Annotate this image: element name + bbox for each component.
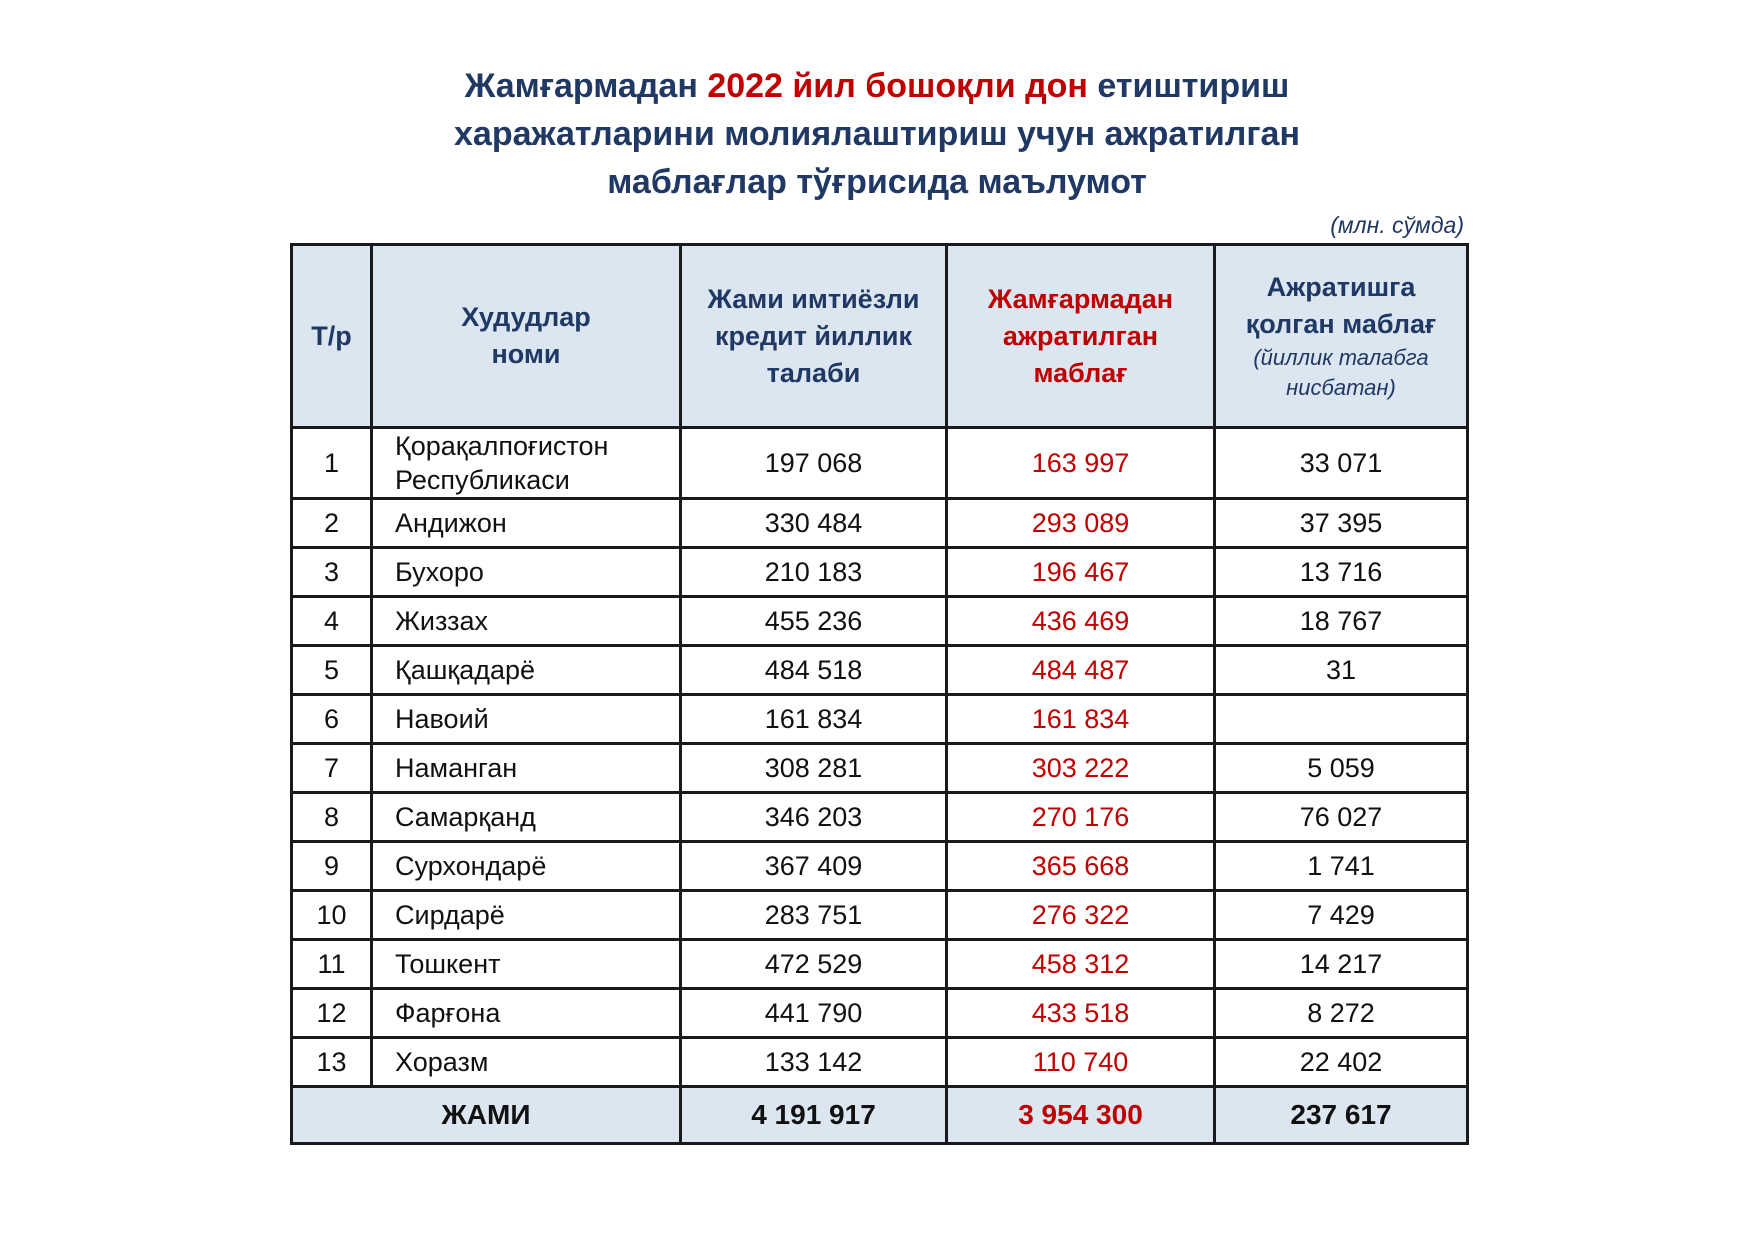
- table-row: [292, 597, 1468, 646]
- header-demand: [681, 245, 947, 428]
- header-region: [372, 245, 681, 428]
- row-demand: 161 834: [681, 695, 947, 744]
- row-region: Тошкент: [372, 940, 681, 989]
- header-allocated-label: Жамғармадан ажратилган маблағ: [987, 283, 1174, 388]
- row-allocated: 433 518: [947, 989, 1215, 1038]
- table-row: [292, 744, 1468, 793]
- header-allocated: [947, 245, 1215, 428]
- row-region: Сурхондарё: [372, 842, 681, 891]
- table-header-row: [292, 245, 1468, 428]
- header-region-label: Худудлар номи: [461, 302, 591, 369]
- row-number: 7: [292, 744, 372, 793]
- row-allocated: 276 322: [947, 891, 1215, 940]
- table-body: [292, 428, 1468, 1087]
- row-remaining: 22 402: [1215, 1038, 1468, 1087]
- row-remaining: 18 767: [1215, 597, 1468, 646]
- row-demand: 283 751: [681, 891, 947, 940]
- row-remaining: 5 059: [1215, 744, 1468, 793]
- row-demand: 346 203: [681, 793, 947, 842]
- total-label: ЖАМИ: [292, 1087, 681, 1144]
- row-remaining: 31: [1215, 646, 1468, 695]
- row-region: Навоий: [372, 695, 681, 744]
- unit-note: (млн. сўмда): [1330, 212, 1464, 238]
- row-region: Бухоро: [372, 548, 681, 597]
- row-remaining: 37 395: [1215, 499, 1468, 548]
- table-row: [292, 499, 1468, 548]
- row-demand: 441 790: [681, 989, 947, 1038]
- row-allocated: 436 469: [947, 597, 1215, 646]
- row-remaining: 14 217: [1215, 940, 1468, 989]
- row-remaining: 7 429: [1215, 891, 1468, 940]
- row-allocated: 196 467: [947, 548, 1215, 597]
- table-row: [292, 646, 1468, 695]
- row-region: Сирдарё: [372, 891, 681, 940]
- row-demand: 472 529: [681, 940, 947, 989]
- total-remaining: 237 617: [1215, 1087, 1468, 1144]
- total-row: [292, 1087, 1468, 1144]
- row-allocated: 163 997: [947, 428, 1215, 499]
- title-part-2: етиштириш: [1087, 67, 1290, 105]
- row-demand: 308 281: [681, 744, 947, 793]
- row-remaining: 1 741: [1215, 842, 1468, 891]
- header-remaining-note-text: (йиллик талабга нисбатан): [1253, 345, 1429, 400]
- row-region: Андижон: [372, 499, 681, 548]
- page-title: [0, 62, 1754, 206]
- title-accent: 2022 йил бошоқли дон: [707, 67, 1088, 105]
- row-allocated: 110 740: [947, 1038, 1215, 1087]
- row-remaining: 13 716: [1215, 548, 1468, 597]
- row-demand: 197 068: [681, 428, 947, 499]
- table-row: [292, 891, 1468, 940]
- header-remaining-label: Ажратишга қолган маблағ: [1245, 272, 1437, 339]
- row-number: 11: [292, 940, 372, 989]
- row-demand: 133 142: [681, 1038, 947, 1087]
- table-row: [292, 428, 1468, 499]
- row-remaining: 8 272: [1215, 989, 1468, 1038]
- row-region: Фарғона: [372, 989, 681, 1038]
- row-allocated: 458 312: [947, 940, 1215, 989]
- table-row: [292, 793, 1468, 842]
- row-allocated: 293 089: [947, 499, 1215, 548]
- total-demand: 4 191 917: [681, 1087, 947, 1144]
- title-line-1: [0, 62, 1754, 110]
- row-number: 8: [292, 793, 372, 842]
- row-region: Қорақалпоғистон Республикаси: [372, 428, 681, 499]
- row-remaining: [1215, 695, 1468, 744]
- row-demand: 484 518: [681, 646, 947, 695]
- row-allocated: 365 668: [947, 842, 1215, 891]
- table-row: [292, 989, 1468, 1038]
- row-demand: 455 236: [681, 597, 947, 646]
- row-number: 5: [292, 646, 372, 695]
- row-allocated: 161 834: [947, 695, 1215, 744]
- header-demand-label: Жами имтиёзли кредит йиллик талаби: [707, 283, 920, 388]
- row-region: Қашқадарё: [372, 646, 681, 695]
- table-row: [292, 940, 1468, 989]
- row-demand: 330 484: [681, 499, 947, 548]
- allocation-table: [290, 243, 1469, 1145]
- row-allocated: 484 487: [947, 646, 1215, 695]
- row-number: 1: [292, 428, 372, 499]
- row-number: 12: [292, 989, 372, 1038]
- header-number: Т/р: [292, 245, 372, 428]
- title-part-1: Жамғармадан: [464, 67, 708, 105]
- row-region: Самарқанд: [372, 793, 681, 842]
- title-line-2: харажатларини молиялаштириш учун ажратилган: [454, 115, 1300, 153]
- row-number: 4: [292, 597, 372, 646]
- row-number: 10: [292, 891, 372, 940]
- row-remaining: 33 071: [1215, 428, 1468, 499]
- row-demand: 210 183: [681, 548, 947, 597]
- row-region: Хоразм: [372, 1038, 681, 1087]
- header-remaining: [1215, 245, 1468, 428]
- row-allocated: 303 222: [947, 744, 1215, 793]
- table-row: [292, 1038, 1468, 1087]
- row-region: Жиззах: [372, 597, 681, 646]
- row-region: Наманган: [372, 744, 681, 793]
- table-row: [292, 695, 1468, 744]
- row-number: 3: [292, 548, 372, 597]
- row-number: 2: [292, 499, 372, 548]
- row-allocated: 270 176: [947, 793, 1215, 842]
- row-number: 13: [292, 1038, 372, 1087]
- header-remaining-note: [1216, 343, 1466, 403]
- title-line-3: маблағлар тўғрисида маълумот: [607, 163, 1147, 201]
- table-row: [292, 548, 1468, 597]
- row-number: 9: [292, 842, 372, 891]
- row-demand: 367 409: [681, 842, 947, 891]
- row-number: 6: [292, 695, 372, 744]
- total-allocated: 3 954 300: [947, 1087, 1215, 1144]
- table-row: [292, 842, 1468, 891]
- row-remaining: 76 027: [1215, 793, 1468, 842]
